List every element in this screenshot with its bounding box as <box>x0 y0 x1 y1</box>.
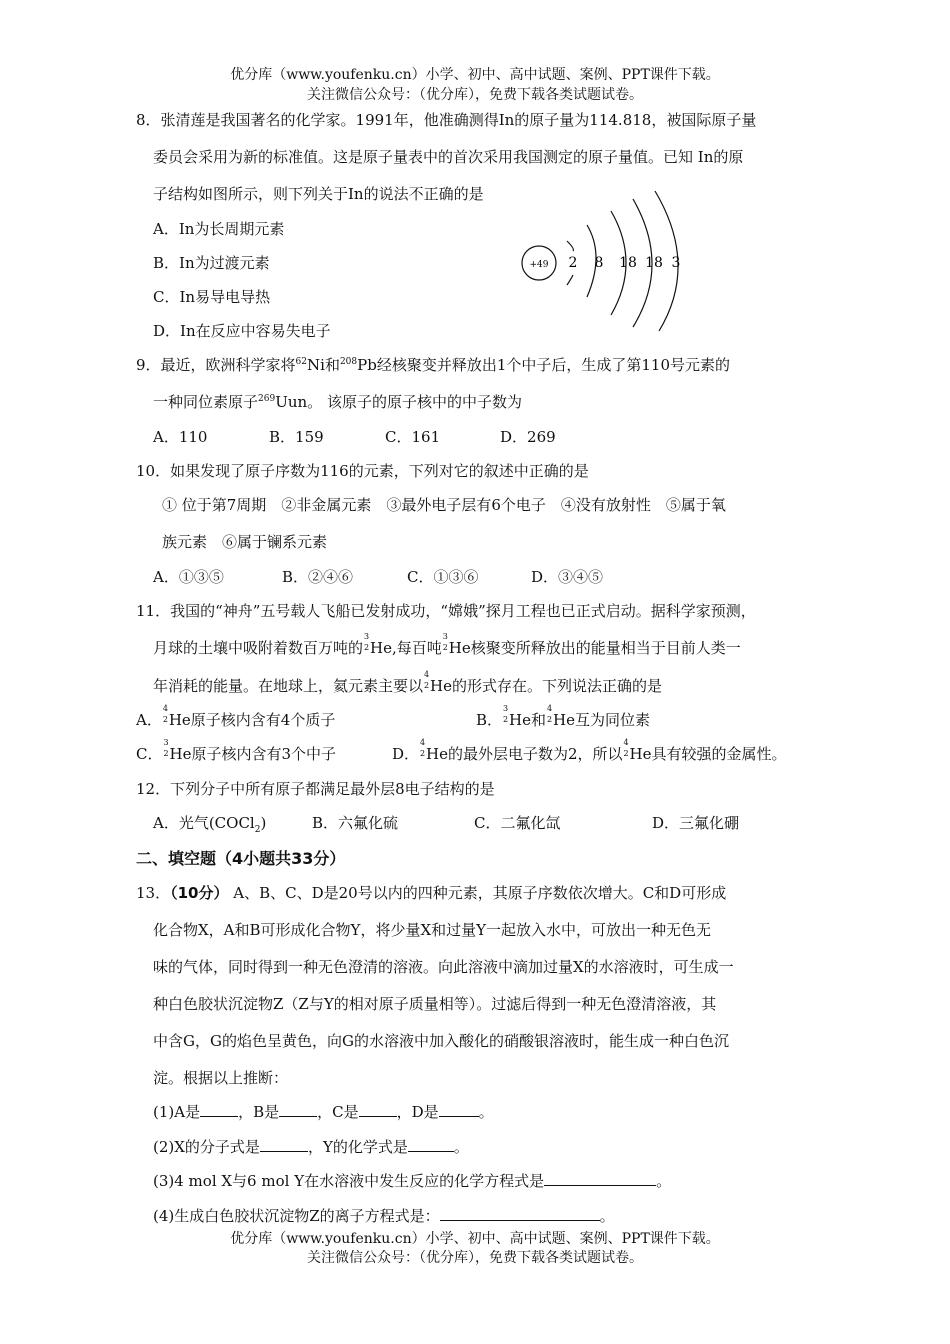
answer-blank-b[interactable] <box>279 1102 317 1117</box>
q9-option-b: B．159 <box>269 428 324 446</box>
q13-score: （10分） <box>170 884 229 902</box>
q8-option-b: B．In为过渡元素 <box>153 254 270 272</box>
q12-option-c: C．二氟化氙 <box>474 814 561 832</box>
q13-line4: 种白色胶状沉淀物Z（Z与Y的相对原子质量相等）。过滤后得到一种无色澄清溶液，其 <box>153 995 717 1013</box>
page-footer-line1: 优分库（www.youfenku.cn）小学、初中、高中试题、案例、PPT课件下载。 <box>230 1231 720 1247</box>
uun-mass-number: 269 <box>258 394 276 404</box>
q13-part2: (2)X的分子式是 ，Y的化学式是 。 <box>153 1138 469 1156</box>
q9-text-c: 经核聚变并释放出1个中子后，生成了第110号元素的 <box>376 356 731 374</box>
answer-blank-x-formula[interactable] <box>260 1137 308 1152</box>
q13-part1: (1)A是 ，B是 ，C是 ，D是 。 <box>153 1103 494 1121</box>
answer-blank-y-formula[interactable] <box>408 1137 454 1152</box>
pb-symbol: Pb <box>357 356 377 374</box>
he4-isotope-label: 4 2 <box>424 670 430 690</box>
q10-option-c: C．①③⑥ <box>407 568 479 586</box>
shell-count-5: 3 <box>671 255 681 271</box>
q13-line1 <box>136 882 726 903</box>
q9-line1 <box>136 354 730 375</box>
q9-option-c: C．161 <box>385 428 441 446</box>
uun-symbol: Uun <box>275 393 308 411</box>
q11-option-b: B． 3 2 He和 4 2 He互为同位素 <box>476 704 650 729</box>
he4-isotope-label: 4 2 <box>162 704 168 724</box>
pb-mass-number: 208 <box>339 357 358 367</box>
page-header-line1: 优分库（www.youfenku.cn）小学、初中、高中试题、案例、PPT课件下载。 <box>230 67 720 83</box>
q9-text-e: 。 该原子的原子核中的中子数为 <box>307 393 522 411</box>
q9-option-a: A．110 <box>153 428 208 446</box>
answer-blank-d[interactable] <box>439 1102 479 1117</box>
q11-text-d: 年消耗的能量。在地球上，氦元素主要以 <box>153 677 424 695</box>
shell-count-3: 18 <box>619 255 637 271</box>
q9-text-d: 一种同位素原子 <box>153 393 259 411</box>
q9-option-d: D．269 <box>500 428 556 446</box>
q10-line2: ① 位于第7周期 ②非金属元素 ③最外电子层有6个电子 ④没有放射性 ⑤属于氧 <box>162 496 726 514</box>
q11-line2 <box>153 632 741 658</box>
q12-option-b: B．六氟化硫 <box>312 814 399 832</box>
q12-option-d: D．三氟化硼 <box>652 814 740 832</box>
he4-isotope-label: 4 2 <box>623 738 629 758</box>
q8-line3: 子结构如图所示，则下列关于In的说法不正确的是 <box>153 185 484 203</box>
q11-text-e: He的形式存在。下列说法正确的是 <box>430 677 662 695</box>
shell-count-1: 2 <box>568 255 578 271</box>
he4-isotope-label: 4 2 <box>420 738 426 758</box>
q11-line1: 11．我国的“神舟”五号载人飞船已发射成功，“嫦娥”探月工程也已正式启动。据科学家预测， <box>136 602 756 620</box>
he3-isotope-label: 3 2 <box>364 632 370 652</box>
nucleus-charge: +49 <box>529 260 549 270</box>
q8-line2: 委员会采用为新的标准值。这是原子量表中的首次采用我国测定的原子量值。已知 In的原 <box>153 148 744 166</box>
shell-arc-1b <box>567 275 573 285</box>
q8-option-d: D．In在反应中容易失电子 <box>153 322 331 340</box>
q9-text-b: 和 <box>324 356 340 374</box>
q12-line1: 12．下列分子中所有原子都满足最外层8电子结构的是 <box>136 780 495 798</box>
answer-blank-c[interactable] <box>359 1102 397 1117</box>
he3-isotope-label: 3 2 <box>163 738 169 758</box>
he3-isotope-label: 3 2 <box>442 632 448 652</box>
q13-part4: (4)生成白色胶状沉淀物Z的离子方程式是： 。 <box>153 1207 615 1225</box>
q10-line3: 族元素 ⑥属于镧系元素 <box>162 533 328 551</box>
q10-option-d: D．③④⑤ <box>531 568 604 586</box>
q13-part3: (3)4 mol X与6 mol Y在水溶液中发生反应的化学方程式是 。 <box>153 1172 672 1190</box>
q11-text-a: 月球的土壤中吸附着数百万吨的 <box>153 639 364 657</box>
q11-option-a: A． 4 2 He原子核内含有4个质子 <box>136 704 336 729</box>
q13-line2: 化合物X，A和B可形成化合物Y，将少量X和过量Y一起放入水中，可放出一种无色无 <box>153 921 712 939</box>
q13-number: 13． <box>136 884 171 902</box>
q8-option-a: A．In为长周期元素 <box>153 220 285 238</box>
q10-option-b: B．②④⑥ <box>282 568 354 586</box>
q9-line2 <box>153 391 522 412</box>
ni-symbol: Ni <box>307 356 325 374</box>
q11-text-c: He核聚变所释放出的能量相当于目前人类一 <box>448 639 741 657</box>
q10-option-a: A．①③⑤ <box>153 568 224 586</box>
q11-option-d: D． 4 2 He的最外层电子数为2，所以 4 2 He具有较强的金属性。 <box>392 738 787 763</box>
section-title-fill-in: 二、填空题（4小题共33分） <box>136 849 346 868</box>
ni-mass-number: 62 <box>295 357 307 367</box>
he3-isotope-label: 3 2 <box>503 704 509 724</box>
q11-line3 <box>153 670 662 696</box>
q13-line6: 淀。根据以上推断： <box>153 1069 289 1087</box>
q13-text-1: A、B、C、D是20号以内的四种元素，其原子序数依次增大。C和D可形成 <box>233 884 727 902</box>
q11-option-c: C． 3 2 He原子核内含有3个中子 <box>136 738 336 763</box>
atom-structure-diagram <box>515 185 695 335</box>
q9-text-a: 9．最近，欧洲科学家将 <box>136 356 296 374</box>
page-footer-line2: 关注微信公众号：（优分库），免费下载各类试题试卷。 <box>307 1250 643 1266</box>
answer-blank-a[interactable] <box>200 1102 238 1117</box>
shell-count-4: 18 <box>645 255 663 271</box>
q13-line3: 味的气体，同时得到一种无色澄清的溶液。向此溶液中滴加过量X的水溶液时，可生成一 <box>153 958 734 976</box>
he4-isotope-label: 4 2 <box>547 704 553 724</box>
shell-arc-1 <box>567 241 573 251</box>
page-header-line2: 关注微信公众号：（优分库），免费下载各类试题试卷。 <box>307 87 643 103</box>
q11-text-b: He,每百吨 <box>370 639 442 657</box>
q8-line1: 8．张清莲是我国著名的化学家。1991年，他准确测得In的原子量为114.818，被国际原子量 <box>136 111 757 129</box>
q12-option-a: A．光气(COCl$_2$) <box>153 814 267 835</box>
answer-blank-equation[interactable] <box>544 1171 656 1186</box>
q8-option-c: C．In易导电导热 <box>153 288 271 306</box>
shell-count-2: 8 <box>594 255 604 271</box>
answer-blank-ionic-equation[interactable] <box>440 1206 600 1221</box>
q13-line5: 中含G，G的焰色呈黄色，向G的水溶液中加入酸化的硝酸银溶液时，能生成一种白色沉 <box>153 1032 729 1050</box>
q10-line1: 10．如果发现了原子序数为116的元素，下列对它的叙述中正确的是 <box>136 462 589 480</box>
